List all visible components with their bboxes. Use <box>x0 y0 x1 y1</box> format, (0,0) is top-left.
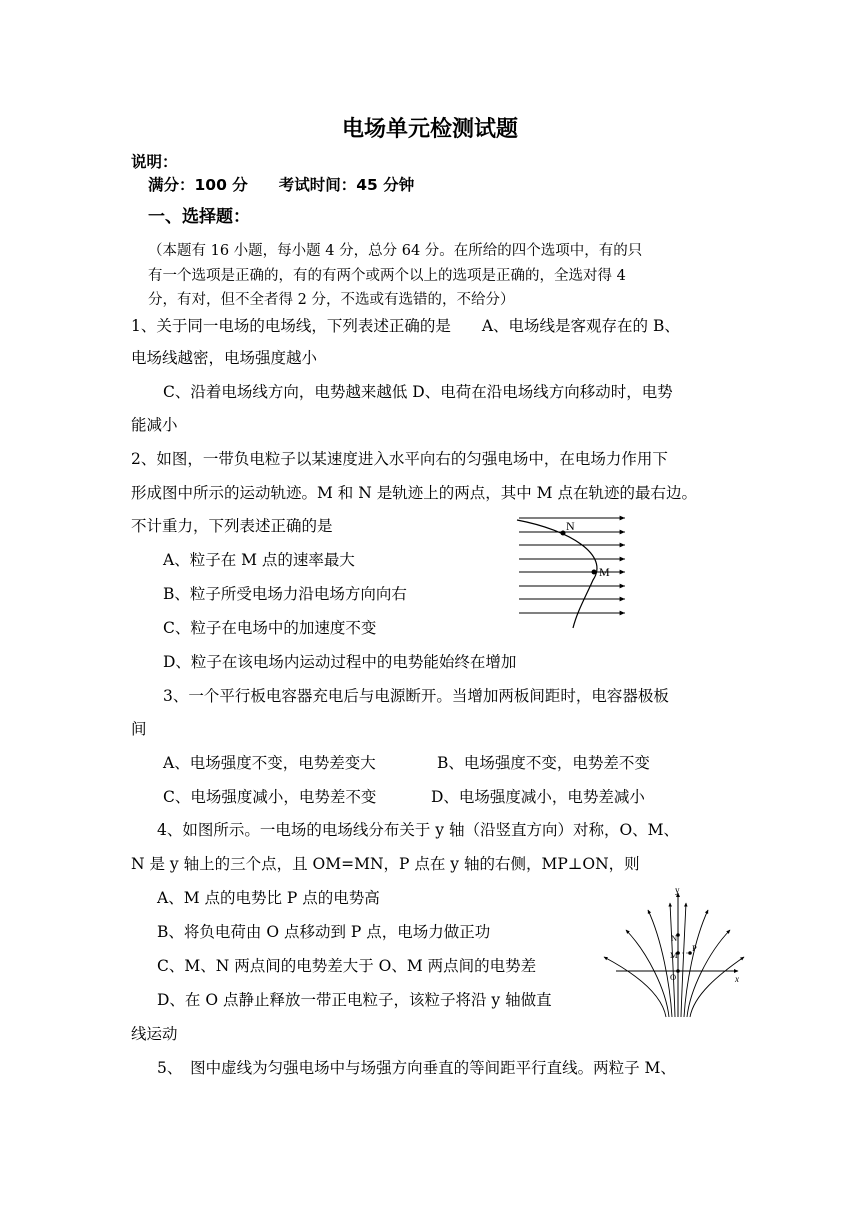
q4-option-a: A、M 点的电势比 P 点的电势高 <box>157 889 380 907</box>
q4-option-b: B、将负电荷由 O 点移动到 P 点，电场力做正功 <box>157 923 491 941</box>
label-m: M <box>599 565 610 579</box>
q2-option-b: B、粒子所受电场力沿电场方向向右 <box>163 585 407 603</box>
q3-option-b: B、电场强度不变，电势差不变 <box>437 754 650 772</box>
q3-option-d: D、电场强度减小，电势差减小 <box>431 788 645 806</box>
trajectory-curve <box>517 520 597 628</box>
field-lines-left <box>604 903 678 1017</box>
q1-line-4: 能减小 <box>131 416 178 434</box>
label-p: P <box>692 943 697 953</box>
q2-option-c: C、粒子在电场中的加速度不变 <box>163 619 377 637</box>
label-y: y <box>675 885 680 895</box>
label-x: x <box>735 974 739 984</box>
instruction-line-3: 分，有对，但不全者得 2 分，不选或有选错的，不给分） <box>148 292 515 308</box>
q1-line-3: C、沿着电场线方向，电势越来越低 D、电荷在沿电场线方向移动时，电势 <box>163 383 673 401</box>
q2-line-3: 不计重力，下列表述正确的是 <box>131 517 333 535</box>
q2-line-2: 形成图中所示的运动轨迹。M 和 N 是轨迹上的两点，其中 M 点在轨迹的最右边。 <box>131 484 697 502</box>
point-n <box>561 531 566 536</box>
q3-option-c: C、电场强度减小，电势差不变 <box>163 788 377 806</box>
label-n: N <box>671 933 678 943</box>
instruction-line-1: （本题有 16 小题，每小题 4 分，总分 64 分。在所给的四个选项中，有的只 <box>148 243 643 259</box>
label-n: N <box>566 519 575 533</box>
q2-line-1: 2、如图，一带负电粒子以某速度进入水平向右的匀强电场中，在电场力作用下 <box>131 450 668 468</box>
point-m <box>592 570 597 575</box>
q4-field-figure <box>598 885 748 1020</box>
q4-line-end: 线运动 <box>131 1025 178 1043</box>
q2-option-a: A、粒子在 M 点的速率最大 <box>163 551 355 569</box>
info-label: 说明： <box>131 153 178 171</box>
point-o <box>676 969 680 973</box>
score-time: 满分：100 分 考试时间：45 分钟 <box>148 176 415 194</box>
q4-option-c: C、M、N 两点间的电势差大于 O、M 两点间的电势差 <box>157 957 537 975</box>
q3-line-1: 3、一个平行板电容器充电后与电源断开。当增加两板间距时，电容器极板 <box>163 687 669 705</box>
q3-line-2: 间 <box>131 720 147 738</box>
label-m: M <box>670 950 678 960</box>
instruction-line-2: 有一个选项是正确的，有的有两个或两个以上的选项是正确的，全选对得 4 <box>148 268 626 284</box>
label-o: O <box>670 972 677 982</box>
section-heading: 一、选择题： <box>148 207 250 227</box>
q4-option-d: D、在 O 点静止释放一带正电粒子，该粒子将沿 y 轴做直 <box>157 991 552 1009</box>
q2-option-d: D、粒子在该电场内运动过程中的电势能始终在增加 <box>163 653 517 671</box>
q4-line-1: 4、如图所示。一电场的电场线分布关于 y 轴（沿竖直方向）对称，O、M、 <box>157 821 680 839</box>
q5-line-1: 5、 图中虚线为匀强电场中与场强方向垂直的等间距平行直线。两粒子 M、 <box>157 1059 676 1077</box>
q1-line-1: 1、关于同一电场的电场线，下列表述正确的是 A、电场线是客观存在的 B、 <box>131 317 680 335</box>
q2-field-figure <box>515 510 630 632</box>
q3-option-a: A、电场强度不变，电势差变大 <box>163 754 376 772</box>
q1-line-2: 电场线越密，电场强度越小 <box>131 349 318 367</box>
q4-line-2: N 是 y 轴上的三个点，且 OM=MN，P 点在 y 轴的右侧，MP⊥ON，则 <box>131 855 640 873</box>
field-lines-right <box>681 903 744 1017</box>
page-title: 电场单元检测试题 <box>341 117 518 142</box>
